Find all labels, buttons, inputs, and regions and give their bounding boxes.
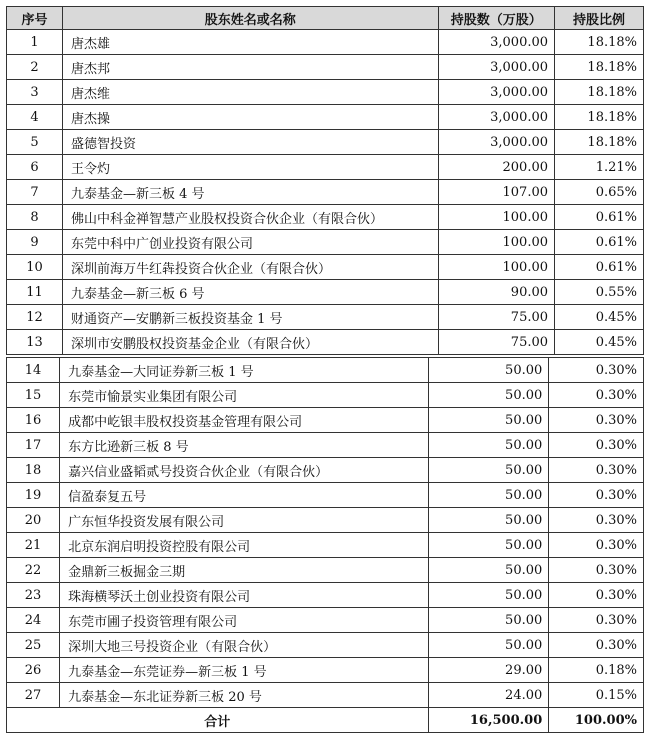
header-shares: 持股数（万股） xyxy=(438,7,554,30)
table-row xyxy=(7,330,644,355)
row-index: 22 xyxy=(7,558,60,583)
share-count: 3,000.00 xyxy=(438,55,554,80)
share-count: 24.00 xyxy=(428,683,549,708)
shareholder-table-part-1 xyxy=(6,6,644,355)
share-count: 50.00 xyxy=(428,408,549,433)
row-index: 24 xyxy=(7,608,60,633)
share-count: 100.00 xyxy=(438,255,554,280)
row-index: 13 xyxy=(7,330,63,355)
share-count: 50.00 xyxy=(428,458,549,483)
share-ratio: 0.45% xyxy=(555,330,644,355)
shareholder-name: 九泰基金—新三板 6 号 xyxy=(63,280,439,305)
row-index: 4 xyxy=(7,105,63,130)
row-index: 21 xyxy=(7,533,60,558)
shareholder-name: 王令灼 xyxy=(63,155,439,180)
share-ratio: 1.21% xyxy=(555,155,644,180)
row-index: 18 xyxy=(7,458,60,483)
share-ratio: 0.61% xyxy=(555,205,644,230)
share-count: 50.00 xyxy=(428,558,549,583)
row-index: 19 xyxy=(7,483,60,508)
table-row xyxy=(7,408,644,433)
row-index: 16 xyxy=(7,408,60,433)
share-ratio: 0.15% xyxy=(549,683,644,708)
shareholder-name: 金鼎新三板掘金三期 xyxy=(60,558,428,583)
shareholder-name: 北京东润启明投资控股有限公司 xyxy=(60,533,428,558)
total-ratio: 100.00% xyxy=(549,708,644,733)
table-row xyxy=(7,280,644,305)
share-count: 75.00 xyxy=(438,330,554,355)
shareholder-name: 信盈泰复五号 xyxy=(60,483,428,508)
share-ratio: 18.18% xyxy=(555,55,644,80)
table-row xyxy=(7,458,644,483)
table-row xyxy=(7,80,644,105)
table-row xyxy=(7,155,644,180)
share-count: 50.00 xyxy=(428,633,549,658)
table-row xyxy=(7,255,644,280)
share-ratio: 0.30% xyxy=(549,633,644,658)
row-index: 27 xyxy=(7,683,60,708)
share-ratio: 0.30% xyxy=(549,558,644,583)
share-ratio: 0.30% xyxy=(549,608,644,633)
header-ratio: 持股比例 xyxy=(555,7,644,30)
shareholder-name: 珠海横琴沃土创业投资有限公司 xyxy=(60,583,428,608)
share-count: 90.00 xyxy=(438,280,554,305)
shareholder-name: 财通资产—安鹏新三板投资基金 1 号 xyxy=(63,305,439,330)
header-name: 股东姓名或名称 xyxy=(63,7,439,30)
table-row xyxy=(7,55,644,80)
share-ratio: 18.18% xyxy=(555,30,644,55)
shareholder-name: 唐杰操 xyxy=(63,105,439,130)
table-row xyxy=(7,358,644,383)
shareholder-name: 唐杰维 xyxy=(63,80,439,105)
shareholder-name: 九泰基金—大同证券新三板 1 号 xyxy=(60,358,428,383)
share-ratio: 18.18% xyxy=(555,80,644,105)
total-row xyxy=(7,708,644,733)
shareholder-name: 嘉兴信业盛韬贰号投资合伙企业（有限合伙） xyxy=(60,458,428,483)
share-count: 50.00 xyxy=(428,433,549,458)
table-row xyxy=(7,558,644,583)
share-ratio: 0.30% xyxy=(549,433,644,458)
table-row xyxy=(7,30,644,55)
share-count: 75.00 xyxy=(438,305,554,330)
share-count: 50.00 xyxy=(428,583,549,608)
table-row xyxy=(7,508,644,533)
row-index: 10 xyxy=(7,255,63,280)
row-index: 7 xyxy=(7,180,63,205)
share-count: 100.00 xyxy=(438,205,554,230)
table-row xyxy=(7,608,644,633)
share-ratio: 0.30% xyxy=(549,383,644,408)
shareholder-name: 东莞市愉景实业集团有限公司 xyxy=(60,383,428,408)
share-count: 3,000.00 xyxy=(438,130,554,155)
share-ratio: 0.61% xyxy=(555,230,644,255)
table-row xyxy=(7,230,644,255)
shareholder-name: 深圳前海万牛红犇投资合伙企业（有限合伙） xyxy=(63,255,439,280)
share-ratio: 0.30% xyxy=(549,408,644,433)
table-body-part-1 xyxy=(7,30,644,355)
row-index: 14 xyxy=(7,358,60,383)
share-count: 3,000.00 xyxy=(438,105,554,130)
table-row xyxy=(7,205,644,230)
share-ratio: 0.30% xyxy=(549,533,644,558)
shareholder-name: 广东恒华投资发展有限公司 xyxy=(60,508,428,533)
share-ratio: 0.30% xyxy=(549,483,644,508)
row-index: 3 xyxy=(7,80,63,105)
table-row xyxy=(7,658,644,683)
share-count: 107.00 xyxy=(438,180,554,205)
row-index: 9 xyxy=(7,230,63,255)
shareholder-name: 成都中屹银丰股权投资基金管理有限公司 xyxy=(60,408,428,433)
table-row xyxy=(7,383,644,408)
share-ratio: 0.61% xyxy=(555,255,644,280)
share-ratio: 0.65% xyxy=(555,180,644,205)
share-ratio: 0.30% xyxy=(549,358,644,383)
shareholder-name: 东莞中科中广创业投资有限公司 xyxy=(63,230,439,255)
table-header-row xyxy=(7,7,644,30)
share-count: 50.00 xyxy=(428,358,549,383)
share-count: 3,000.00 xyxy=(438,80,554,105)
row-index: 6 xyxy=(7,155,63,180)
share-count: 29.00 xyxy=(428,658,549,683)
share-ratio: 0.18% xyxy=(549,658,644,683)
shareholder-name: 深圳大地三号投资企业（有限合伙） xyxy=(60,633,428,658)
table-row xyxy=(7,583,644,608)
row-index: 1 xyxy=(7,30,63,55)
total-label: 合计 xyxy=(7,708,429,733)
table-row xyxy=(7,533,644,558)
table-row xyxy=(7,305,644,330)
shareholder-name: 九泰基金—新三板 4 号 xyxy=(63,180,439,205)
shareholder-name: 深圳市安鹏股权投资基金企业（有限合伙） xyxy=(63,330,439,355)
table-body-part-2 xyxy=(7,358,644,708)
table-row xyxy=(7,130,644,155)
share-ratio: 0.30% xyxy=(549,583,644,608)
share-count: 50.00 xyxy=(428,508,549,533)
share-ratio: 0.55% xyxy=(555,280,644,305)
share-count: 50.00 xyxy=(428,383,549,408)
table-row xyxy=(7,683,644,708)
row-index: 11 xyxy=(7,280,63,305)
table-row xyxy=(7,483,644,508)
share-ratio: 18.18% xyxy=(555,105,644,130)
share-count: 50.00 xyxy=(428,608,549,633)
row-index: 12 xyxy=(7,305,63,330)
row-index: 26 xyxy=(7,658,60,683)
shareholder-name: 九泰基金—东莞证券—新三板 1 号 xyxy=(60,658,428,683)
shareholder-table-part-2 xyxy=(6,357,644,733)
table-row xyxy=(7,633,644,658)
row-index: 15 xyxy=(7,383,60,408)
share-ratio: 0.30% xyxy=(549,508,644,533)
shareholder-name: 东方比逊新三板 8 号 xyxy=(60,433,428,458)
row-index: 8 xyxy=(7,205,63,230)
shareholder-name: 九泰基金—东北证券新三板 20 号 xyxy=(60,683,428,708)
table-row xyxy=(7,105,644,130)
share-ratio: 18.18% xyxy=(555,130,644,155)
share-count: 100.00 xyxy=(438,230,554,255)
shareholder-name: 佛山中科金禅智慧产业股权投资合伙企业（有限合伙） xyxy=(63,205,439,230)
shareholder-name: 东莞市圃子投资管理有限公司 xyxy=(60,608,428,633)
share-ratio: 0.30% xyxy=(549,458,644,483)
table-row xyxy=(7,433,644,458)
row-index: 2 xyxy=(7,55,63,80)
shareholder-name: 唐杰邦 xyxy=(63,55,439,80)
share-count: 50.00 xyxy=(428,533,549,558)
share-count: 200.00 xyxy=(438,155,554,180)
header-index: 序号 xyxy=(7,7,63,30)
row-index: 5 xyxy=(7,130,63,155)
row-index: 20 xyxy=(7,508,60,533)
shareholder-name: 盛德智投资 xyxy=(63,130,439,155)
row-index: 23 xyxy=(7,583,60,608)
share-count: 50.00 xyxy=(428,483,549,508)
total-shares: 16,500.00 xyxy=(428,708,549,733)
share-ratio: 0.45% xyxy=(555,305,644,330)
row-index: 17 xyxy=(7,433,60,458)
row-index: 25 xyxy=(7,633,60,658)
table-row xyxy=(7,180,644,205)
share-count: 3,000.00 xyxy=(438,30,554,55)
shareholder-name: 唐杰雄 xyxy=(63,30,439,55)
